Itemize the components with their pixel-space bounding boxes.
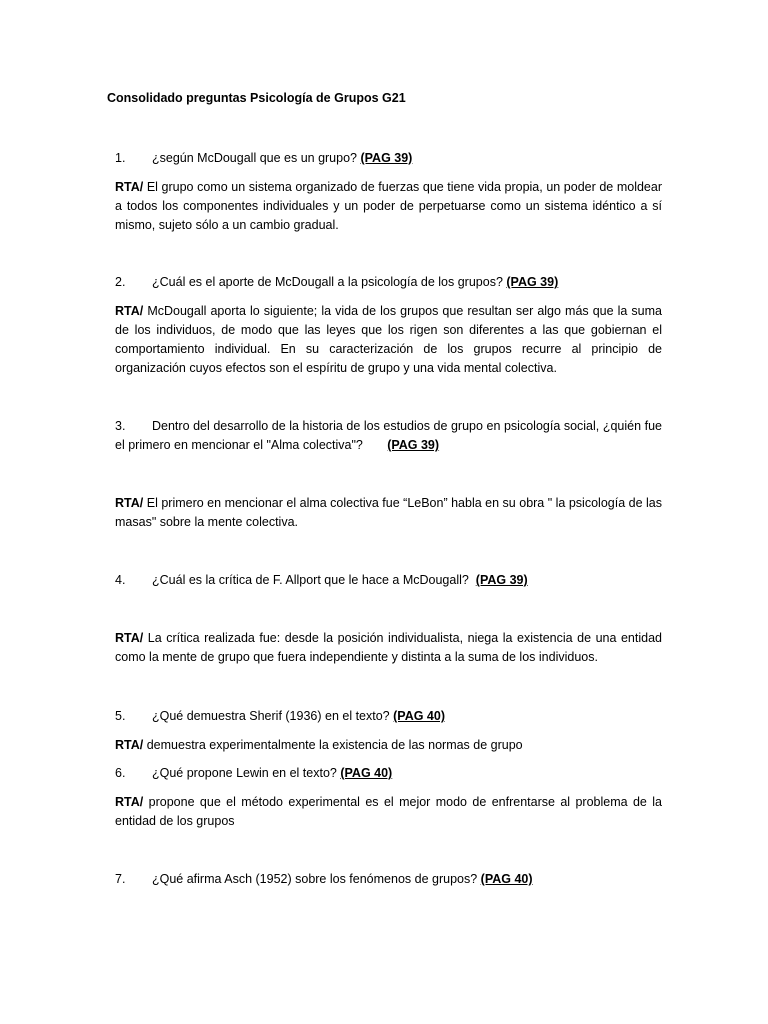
question-text: ¿Cuál es el aporte de McDougall a la psicología de los grupos? bbox=[152, 275, 503, 289]
answer-label: RTA/ bbox=[115, 631, 144, 645]
question-6 bbox=[115, 764, 662, 783]
question-text: ¿Qué afirma Asch (1952) sobre los fenómenos de grupos? bbox=[152, 872, 478, 886]
question-1 bbox=[115, 149, 662, 168]
question-5 bbox=[115, 707, 662, 726]
question-number: 6. bbox=[115, 766, 126, 780]
answer-label: RTA/ bbox=[115, 496, 144, 510]
question-text: ¿Qué demuestra Sherif (1936) en el texto? bbox=[152, 709, 390, 723]
question-number: 7. bbox=[115, 872, 126, 886]
answer-text: El grupo como un sistema organizado de fuerzas que tiene vida propia, un poder de moldear a todos los componentes individuales y un poder de perpetuarse como un sistema idéntico a sí mismo, sujeto sólo a un cambio gradual. bbox=[115, 180, 662, 232]
answer-1 bbox=[115, 178, 662, 235]
answer-label: RTA/ bbox=[115, 738, 144, 752]
page-reference: (PAG 39) bbox=[387, 438, 440, 452]
question-text: Dentro del desarrollo de la historia de los estudios de grupo en psicología social, ¿quién fue el primero en mencionar el "Alma colectiva"? bbox=[115, 419, 662, 452]
page-reference: (PAG 40) bbox=[480, 872, 533, 886]
question-number: 3. bbox=[115, 419, 126, 433]
answer-text: demuestra experimentalmente la existencia de las normas de grupo bbox=[146, 738, 523, 752]
question-text: ¿según McDougall que es un grupo? bbox=[152, 151, 357, 165]
answer-text: La crítica realizada fue: desde la posición individualista, niega la existencia de una entidad como la mente de grupo que fuera independiente y distinta a la suma de los individuos. bbox=[115, 631, 662, 664]
question-text: ¿Cuál es la crítica de F. Allport que le hace a McDougall? bbox=[152, 573, 469, 587]
answer-text: propone que el método experimental es el mejor modo de enfrentarse al problema de la entidad de los grupos bbox=[115, 795, 662, 828]
question-7 bbox=[115, 870, 662, 889]
answer-text: McDougall aporta lo siguiente; la vida de los grupos que resultan ser algo más que la suma de los individuos, de modo que las leyes que los rigen son diferentes a las que gobiernan el comportamiento individual. En su caracterización de los grupos recurre al principio de organización cuyos efectos son el espíritu de grupo y una vida mental colectiva. bbox=[115, 304, 662, 375]
answer-text: El primero en mencionar el alma colectiva fue “LeBon” habla en su obra " la psicología de las masas" sobre la mente colectiva. bbox=[115, 496, 662, 529]
question-number: 2. bbox=[115, 275, 126, 289]
page-reference: (PAG 39) bbox=[360, 151, 413, 165]
question-3 bbox=[115, 417, 662, 455]
answer-4 bbox=[115, 629, 662, 667]
answer-label: RTA/ bbox=[115, 795, 144, 809]
page-reference: (PAG 40) bbox=[393, 709, 445, 723]
question-4 bbox=[115, 571, 662, 590]
page-title: Consolidado preguntas Psicología de Grupos G21 bbox=[107, 91, 406, 105]
page-reference: (PAG 39) bbox=[506, 275, 559, 289]
question-number: 1. bbox=[115, 151, 126, 165]
page-reference: (PAG 40) bbox=[340, 766, 393, 780]
answer-2 bbox=[115, 302, 662, 378]
answer-5 bbox=[115, 736, 662, 755]
answer-label: RTA/ bbox=[115, 180, 144, 194]
question-number: 5. bbox=[115, 709, 126, 723]
page-reference: (PAG 39) bbox=[475, 573, 528, 587]
question-text: ¿Qué propone Lewin en el texto? bbox=[152, 766, 337, 780]
question-2 bbox=[115, 273, 662, 292]
question-number: 4. bbox=[115, 573, 126, 587]
answer-3 bbox=[115, 494, 662, 532]
answer-6 bbox=[115, 793, 662, 831]
answer-label: RTA/ bbox=[115, 304, 144, 318]
